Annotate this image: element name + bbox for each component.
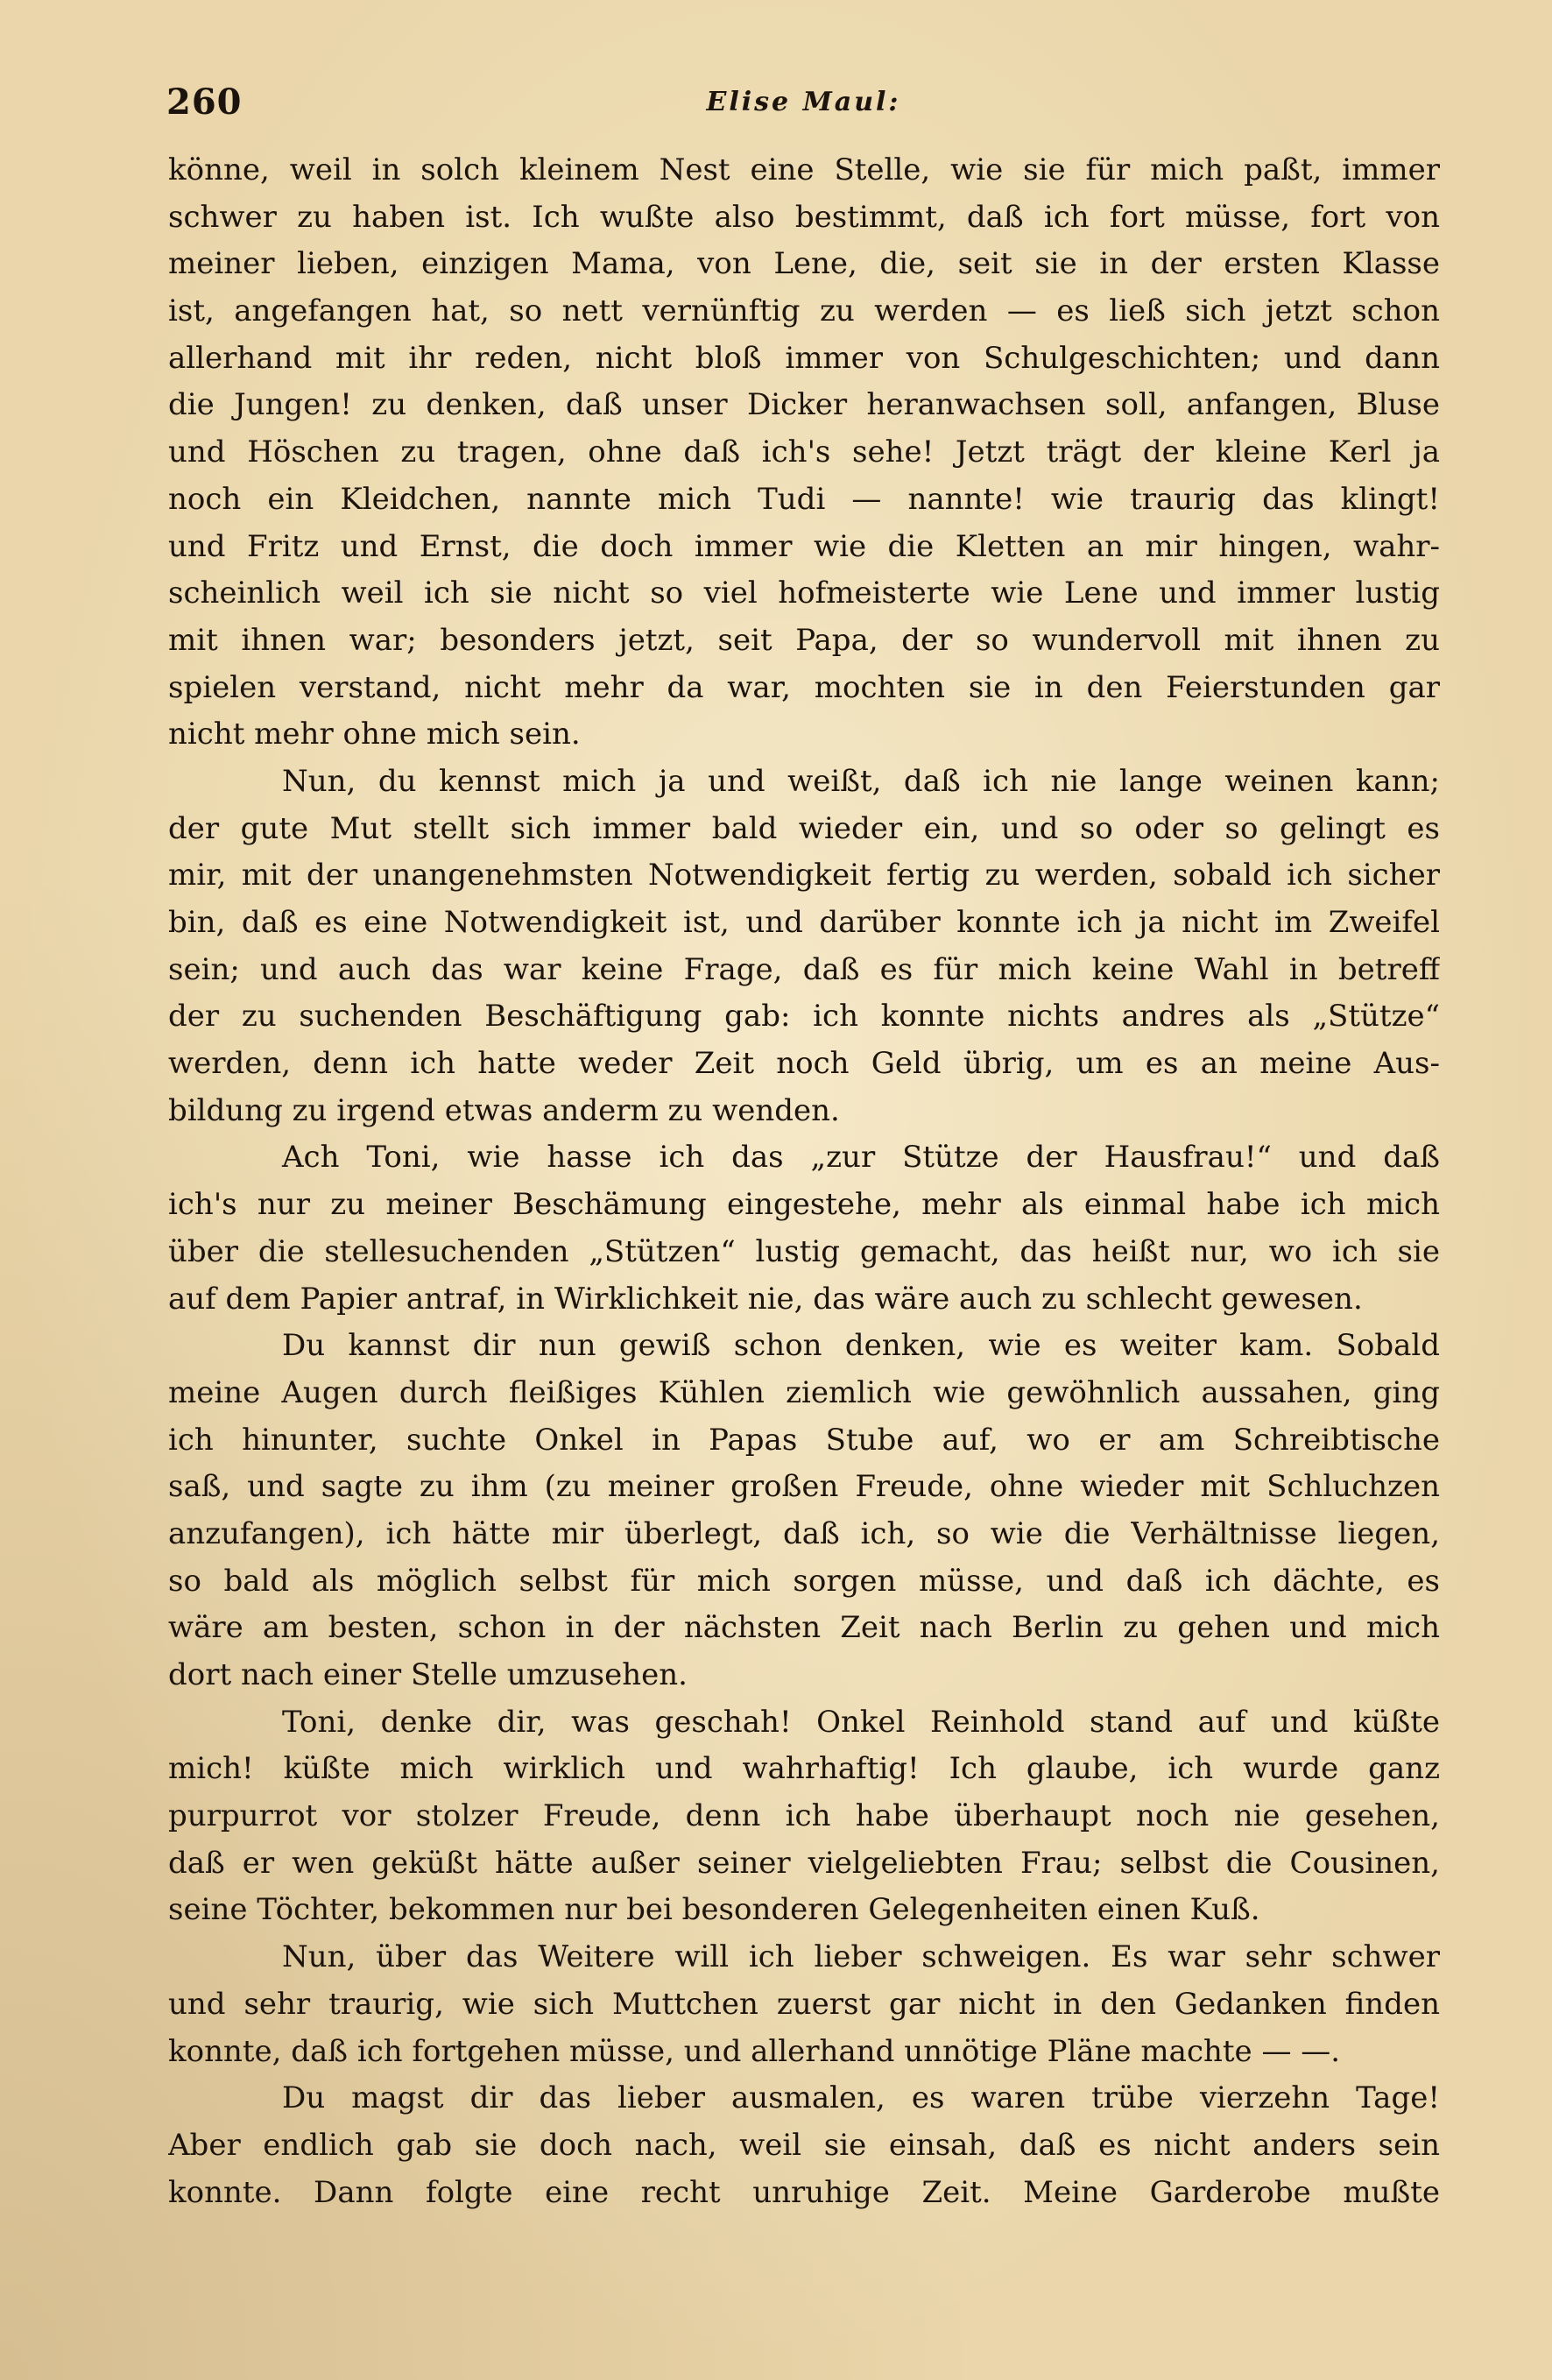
text-line: bildung zu irgend etwas anderm zu wenden. <box>168 1092 840 1128</box>
text-line: scheinlich weil ich sie nicht so viel hofmeisterte wie Lene und immer lustig <box>168 576 1440 611</box>
text-line: seine Töchter, bekommen nur bei besonderen Gelegenheiten einen Kuß. <box>168 1892 1260 1928</box>
text-line: mich! küßte mich wirklich und wahrhaftig! Ich glaube, ich wurde ganz <box>168 1751 1440 1787</box>
text-line: so bald als möglich selbst für mich sorgen müsse, und daß ich dächte, es <box>168 1563 1440 1599</box>
text-line: dort nach einer Stelle umzusehen. <box>168 1657 688 1692</box>
text-line: anzufangen), ich hätte mir überlegt, daß ich, so wie die Verhältnisse liegen, <box>168 1515 1440 1551</box>
text-line: meiner lieben, einzigen Mama, von Lene, die, seit sie in der ersten Klasse <box>168 246 1440 282</box>
text-line: und Fritz und Ernst, die doch immer wie die Kletten an mir hingen, wahr- <box>168 528 1440 564</box>
text-line: purpurrot vor stolzer Freude, denn ich habe überhaupt noch nie gesehen, <box>168 1798 1440 1834</box>
text-line: werden, denn ich hatte weder Zeit noch Geld übrig, um es an meine Aus- <box>168 1046 1440 1082</box>
paragraph-first-line: Du magst dir das lieber ausmalen, es waren trübe vierzehn Tage! <box>282 2080 1440 2116</box>
text-line: nicht mehr ohne mich sein. <box>168 717 581 752</box>
page-number: 260 <box>166 81 243 123</box>
text-line: saß, und sagte zu ihm (zu meiner großen Freude, ohne wieder mit Schluchzen <box>168 1469 1440 1505</box>
paragraph-first-line: Du kannst dir nun gewiß schon denken, wie es weiter kam. Sobald <box>282 1328 1440 1364</box>
paragraph-first-line: Ach Toni, wie hasse ich das „zur Stütze der Hausfrau!“ und daß <box>282 1140 1440 1176</box>
text-line: und sehr traurig, wie sich Muttchen zuerst gar nicht in den Gedanken finden <box>168 1986 1440 2022</box>
text-line: über die stellesuchenden „Stützen“ lustig gemacht, das heißt nur, wo ich sie <box>168 1233 1440 1269</box>
text-line: könne, weil in solch kleinem Nest eine Stelle, wie sie für mich paßt, immer <box>168 152 1440 187</box>
paragraph-first-line: Nun, über das Weitere will ich lieber schweigen. Es war sehr schwer <box>282 1939 1440 1975</box>
text-line: ist, angefangen hat, so nett vernünftig zu werden — es ließ sich jetzt schon <box>168 293 1440 329</box>
text-line: bin, daß es eine Notwendigkeit ist, und darüber konnte ich ja nicht im Zweifel <box>168 905 1440 940</box>
text-line: ich hinunter, suchte Onkel in Papas Stube auf, wo er am Schreibtische <box>168 1422 1440 1458</box>
text-line: mir, mit der unangenehmsten Notwendigkeit fertig zu werden, sobald ich sicher <box>168 858 1440 893</box>
running-head: Elise Maul: <box>706 87 901 117</box>
text-line: sein; und auch das war keine Frage, daß es für mich keine Wahl in betreff <box>168 951 1440 987</box>
text-line: daß er wen geküßt hätte außer seiner vielgeliebten Frau; selbst die Cousinen, <box>168 1845 1440 1881</box>
text-line: der gute Mut stellt sich immer bald wieder ein, und so oder so gelingt es <box>168 810 1440 846</box>
body-text <box>168 147 1440 2216</box>
text-line: schwer zu haben ist. Ich wußte also bestimmt, daß ich fort müsse, fort von <box>168 199 1440 235</box>
text-line: auf dem Papier antraf, in Wirklichkeit nie, das wäre auch zu schlecht gewesen. <box>168 1281 1363 1317</box>
text-line: ich's nur zu meiner Beschämung eingestehe, mehr als einmal habe ich mich <box>168 1187 1440 1223</box>
text-line: konnte, daß ich fortgehen müsse, und allerhand unnötige Pläne machte — —. <box>168 2033 1341 2069</box>
text-line: meine Augen durch fleißiges Kühlen ziemlich wie gewöhnlich aussahen, ging <box>168 1374 1440 1410</box>
text-line: spielen verstand, nicht mehr da war, mochten sie in den Feierstunden gar <box>168 669 1440 705</box>
text-line: wäre am besten, schon in der nächsten Zeit nach Berlin zu gehen und mich <box>168 1610 1440 1646</box>
text-line: die Jungen! zu denken, daß unser Dicker heranwachsen soll, anfangen, Bluse <box>168 387 1440 423</box>
page-header <box>166 72 1441 133</box>
paragraph-first-line: Nun, du kennst mich ja und weißt, daß ich nie lange weinen kann; <box>282 763 1440 799</box>
text-line: konnte. Dann folgte eine recht unruhige Zeit. Meine Garderobe mußte <box>168 2174 1440 2210</box>
text-line: allerhand mit ihr reden, nicht bloß immer von Schulgeschichten; und dann <box>168 340 1440 376</box>
text-line: der zu suchenden Beschäftigung gab: ich konnte nichts andres als „Stütze“ <box>168 999 1440 1035</box>
text-line: und Höschen zu tragen, ohne daß ich's sehe! Jetzt trägt der kleine Kerl ja <box>168 434 1440 470</box>
text-line: noch ein Kleidchen, nannte mich Tudi — nannte! wie traurig das klingt! <box>168 481 1440 517</box>
paragraph-first-line: Toni, denke dir, was geschah! Onkel Reinhold stand auf und küßte <box>282 1704 1440 1740</box>
text-line: mit ihnen war; besonders jetzt, seit Papa, der so wundervoll mit ihnen zu <box>168 622 1440 658</box>
text-line: Aber endlich gab sie doch nach, weil sie einsah, daß es nicht anders sein <box>168 2127 1440 2163</box>
